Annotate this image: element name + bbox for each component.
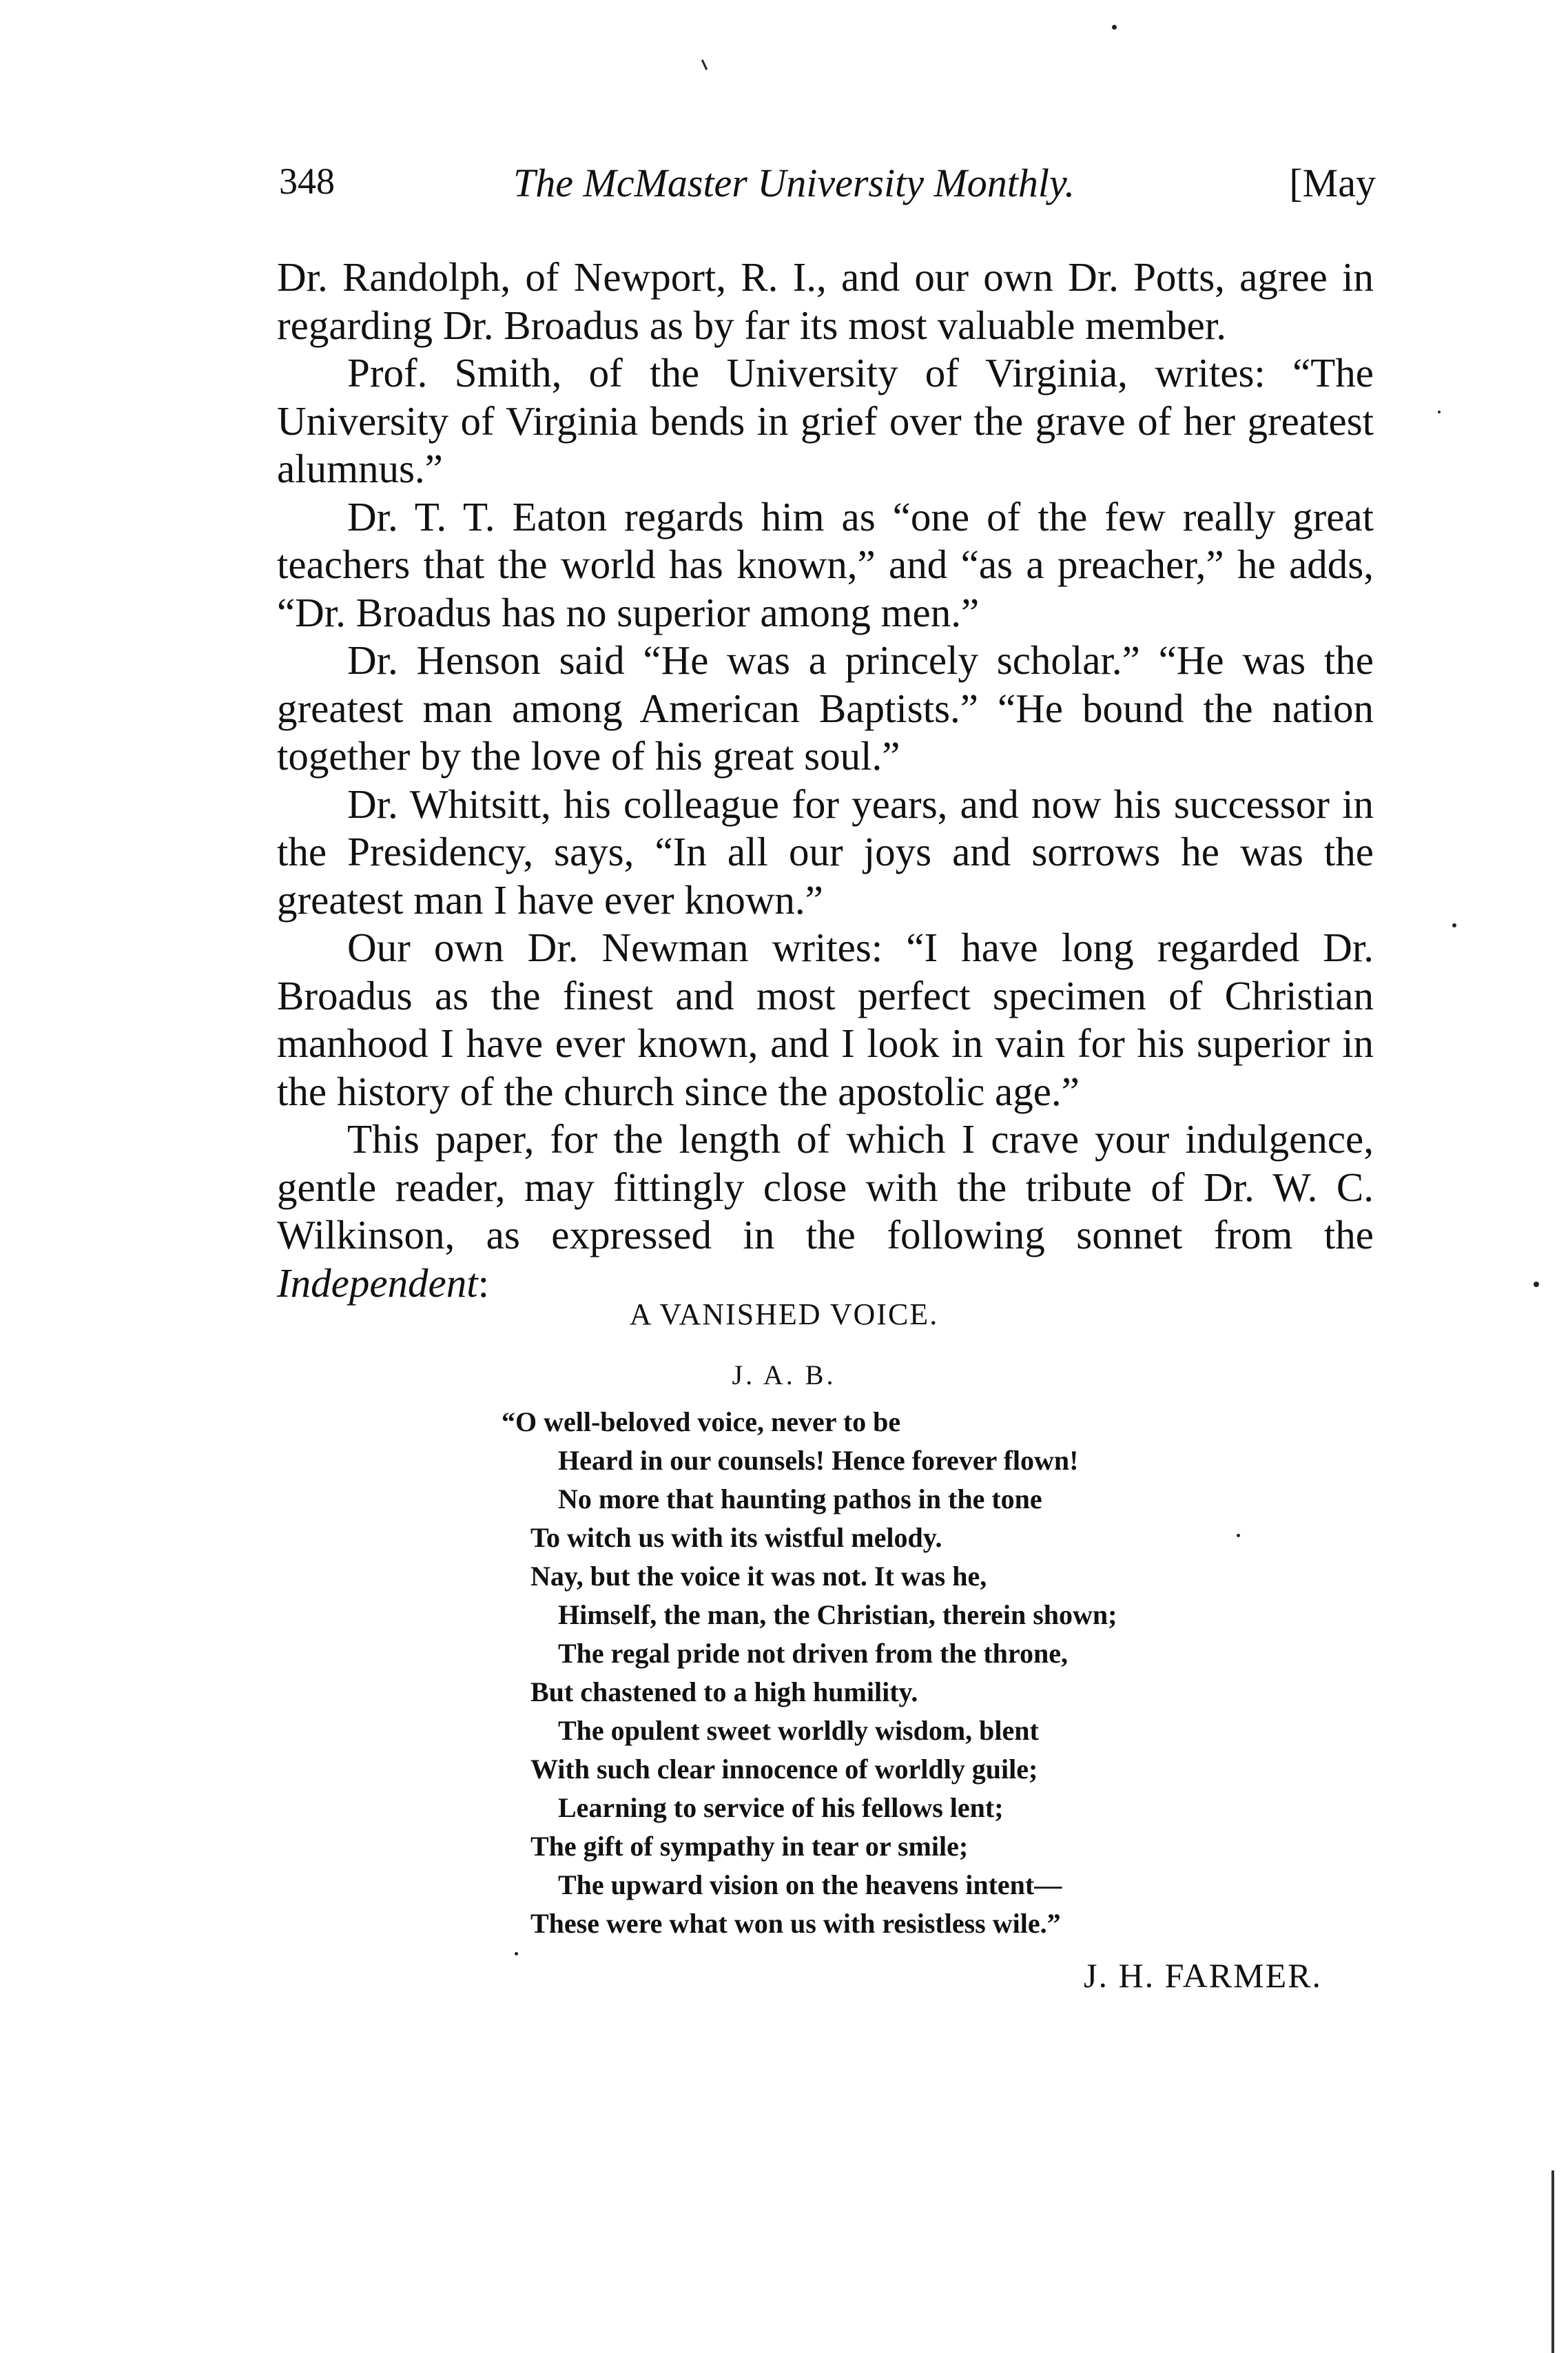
paragraph-text: : bbox=[477, 1260, 490, 1306]
paragraph: Dr. Henson said “He was a princely scholar.” “He was the greatest man among American Baptists.” “He bound the nation together by the love of his great soul.” bbox=[277, 637, 1374, 779]
poem-line: “O well-beloved voice, never to be bbox=[502, 1406, 901, 1437]
page-number: 348 bbox=[279, 161, 335, 202]
poem-line: These were what won us with resistless wile.” bbox=[530, 1908, 1061, 1939]
paragraph bbox=[277, 1116, 1374, 1307]
poem-title: A VANISHED VOICE. bbox=[629, 1297, 939, 1331]
scan-speck bbox=[1452, 923, 1456, 927]
poem-line: Heard in our counsels! Hence forever flown! bbox=[558, 1445, 1079, 1476]
poem-line: The regal pride not driven from the throne, bbox=[558, 1638, 1068, 1669]
scan-speck bbox=[1237, 1534, 1240, 1537]
author-signature: J. H. FARMER. bbox=[1084, 1956, 1322, 1995]
scan-speck bbox=[1438, 411, 1441, 413]
poem-line: Himself, the man, the Christian, therein shown; bbox=[558, 1599, 1117, 1630]
paragraph: Our own Dr. Newman writes: “I have long regarded Dr. Broadus as the finest and most perfect specimen of Christian manhood I have ever known, and I look in vain for his superior in the history of the church since the apostolic age.” bbox=[277, 925, 1374, 1114]
poem-line: To witch us with its wistful melody. bbox=[530, 1522, 942, 1553]
paragraph: Dr. T. T. Eaton regards him as “one of the few really great teachers that the world has known,” and “as a preacher,” he adds, “Dr. Broadus has no superior among men.” bbox=[277, 493, 1374, 635]
scan-speck bbox=[515, 1952, 518, 1955]
poem-line: The gift of sympathy in tear or smile; bbox=[530, 1831, 969, 1862]
paragraph: Dr. Whitsitt, his colleague for years, and now his successor in the Presidency, says, “In all our joys and sorrows he was the greatest man I have ever known.” bbox=[277, 781, 1374, 923]
header-month: [May bbox=[1289, 161, 1376, 205]
article-body bbox=[277, 254, 1374, 1307]
running-header bbox=[279, 160, 1381, 222]
poem-line: With such clear innocence of worldly guile; bbox=[530, 1754, 1038, 1785]
scan-edge-line bbox=[1551, 2170, 1554, 2353]
paragraph: Dr. Randolph, of Newport, R. I., and our own Dr. Potts, agree in regarding Dr. Broadus as by far its most valuable member. bbox=[277, 254, 1374, 348]
poem-line: But chastened to a high humility. bbox=[530, 1676, 918, 1707]
poem-line: The opulent sweet worldly wisdom, blent bbox=[558, 1715, 1039, 1746]
scan-speck bbox=[1112, 25, 1117, 30]
scan-speck bbox=[1534, 1282, 1539, 1287]
paragraph-text: This paper, for the length of which I crave your indulgence, gentle reader, may fittingly close with the tribute of Dr. W. C. Wilkinson, as expressed in the following sonnet from the bbox=[277, 1116, 1374, 1257]
poem-line: Nay, but the voice it was not. It was he, bbox=[530, 1561, 987, 1592]
poem-line: Learning to service of his fellows lent; bbox=[558, 1792, 1004, 1823]
scan-speck bbox=[701, 59, 708, 70]
poem-dedication: J. A. B. bbox=[732, 1359, 836, 1390]
paragraph: Prof. Smith, of the University of Virginia, writes: “The University of Virginia bends in grief over the grave of her greatest alumnus.” bbox=[277, 350, 1374, 491]
running-title: The McMaster University Monthly. bbox=[513, 161, 1075, 205]
poem-line: No more that haunting pathos in the tone bbox=[558, 1483, 1042, 1514]
publication-name: Independent bbox=[277, 1260, 478, 1306]
poem-line: The upward vision on the heavens intent— bbox=[558, 1869, 1062, 1900]
